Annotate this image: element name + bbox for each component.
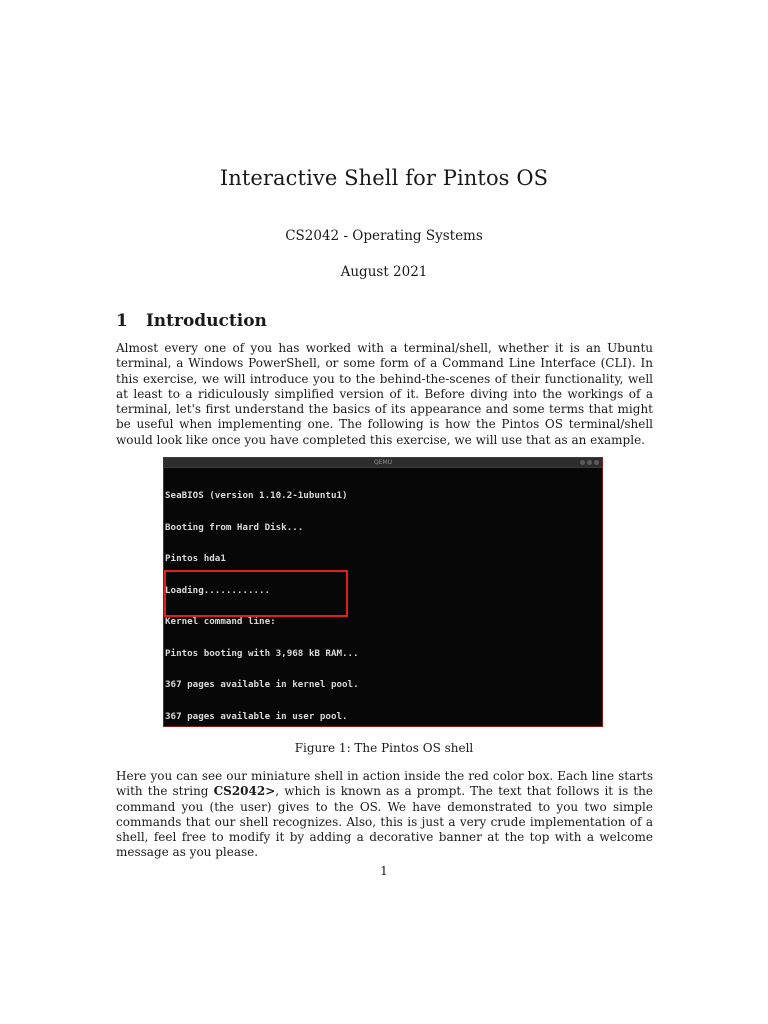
section-title: Introduction (145, 311, 267, 331)
window-controls (580, 460, 599, 465)
terminal-line: Loading............ (165, 584, 271, 596)
explanation-paragraph (116, 769, 653, 861)
explanation-text-continued: , which is known as a prompt. The text that follows it is the command you (the user) gives to the OS. We have demonstrated to you two simple commands that our shell recognizes. Also, this is just a very crude implementation of a shell, feel free to modify it by adding a decorative banner at the top with a welcome message as you please. (116, 784, 653, 860)
close-icon (594, 460, 599, 465)
prompt-string: CS2042> (213, 784, 276, 799)
terminal-line: Pintos hda1 (165, 553, 226, 564)
terminal-line: Booting from Hard Disk... (165, 521, 304, 533)
terminal-screenshot (163, 457, 603, 727)
minimize-icon (580, 460, 585, 465)
maximize-icon (587, 460, 592, 465)
course-name: CS2042 - Operating Systems (285, 228, 483, 244)
section-number: 1 (116, 311, 128, 331)
figure-caption: Figure 1: The Pintos OS shell (294, 741, 474, 755)
page-number: 1 (380, 864, 388, 878)
explanation-text: Here you can see our miniature shell in action inside the red color box. Each line starts with the string (116, 769, 653, 799)
terminal-line: Kernel command line: (165, 616, 276, 627)
document-title: Interactive Shell for Pintos OS (219, 166, 549, 190)
window-title: QEMU (373, 459, 393, 466)
terminal-line: Pintos booting with 3,968 kB RAM... (165, 647, 359, 659)
terminal-line: SeaBIOS (version 1.10.2-1ubuntu1) (165, 490, 348, 501)
document-date: August 2021 (340, 264, 428, 280)
intro-paragraph: Almost every one of you has worked with a terminal/shell, whether it is an Ubuntu terminal, a Windows PowerShell, or some form of a Command Line Interface (CLI). In this exercise, we will introduce you to the behind-the-scenes of their functionality, well at least to a ridiculously simplified version of it. Before diving into the workings of a terminal, let's first understand the basics of its appearance and some terms that might be useful when implementing one. The following is how the Pintos OS terminal/shell would look like once you have completed this exercise, we will use that as an example. (116, 341, 653, 447)
section-heading (116, 311, 267, 331)
window-titlebar (164, 458, 602, 468)
terminal-line: 367 pages available in kernel pool. (165, 679, 359, 690)
terminal-line: 367 pages available in user pool. (165, 710, 348, 722)
red-highlight-box (164, 570, 348, 617)
